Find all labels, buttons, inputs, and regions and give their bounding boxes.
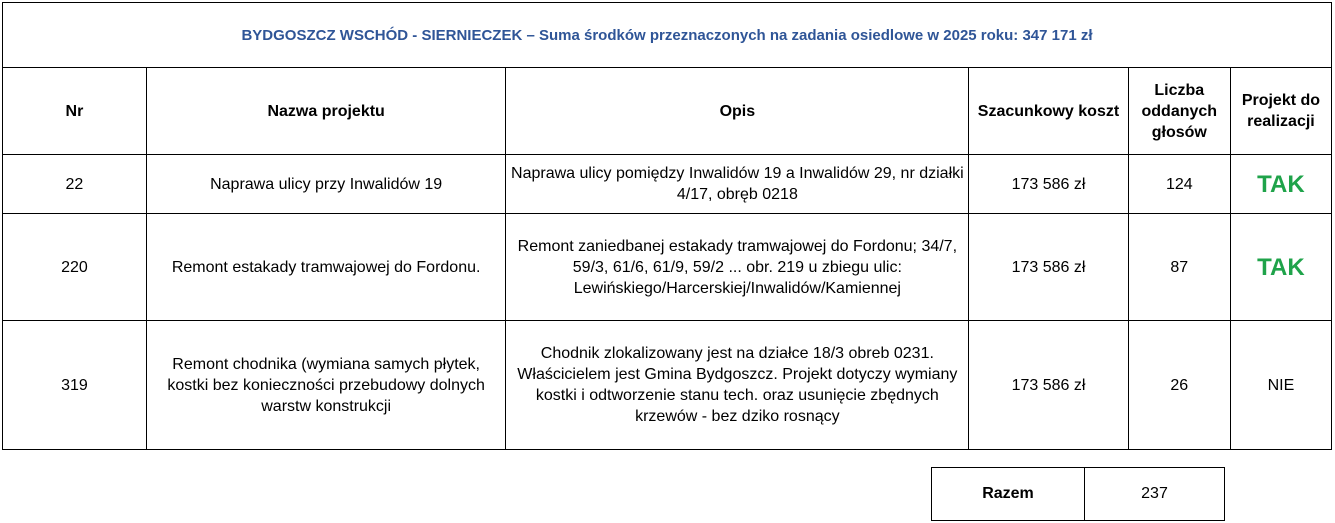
header-nr: Nr xyxy=(3,68,147,155)
total-label: Razem xyxy=(932,468,1085,521)
cell-realize: TAK xyxy=(1230,214,1331,321)
cell-votes: 124 xyxy=(1128,155,1230,214)
projects-table xyxy=(2,67,1332,450)
cell-desc: Naprawa ulicy pomiędzy Inwalidów 19 a Inwalidów 29, nr działki 4/17, obręb 0218 xyxy=(506,155,969,214)
cell-cost: 173 586 zł xyxy=(969,214,1128,321)
table-row xyxy=(3,155,1332,214)
table-row xyxy=(3,321,1332,450)
cell-votes: 87 xyxy=(1128,214,1230,321)
cell-name: Remont chodnika (wymiana samych płytek, kostki bez konieczności przebudowy dolnych warstw konstrukcji xyxy=(146,321,506,450)
total-value: 237 xyxy=(1085,468,1225,521)
cell-nr: 220 xyxy=(3,214,147,321)
table-row xyxy=(3,214,1332,321)
cell-cost: 173 586 zł xyxy=(969,321,1128,450)
table-title: BYDGOSZCZ WSCHÓD - SIERNIECZEK – Suma środków przeznaczonych na zadania osiedlowe w 2025 roku: 347 171 zł xyxy=(2,2,1332,68)
cell-realize: TAK xyxy=(1230,155,1331,214)
cell-name: Remont estakady tramwajowej do Fordonu. xyxy=(146,214,506,321)
total-table xyxy=(931,467,1225,521)
cell-votes: 26 xyxy=(1128,321,1230,450)
cell-name: Naprawa ulicy przy Inwalidów 19 xyxy=(146,155,506,214)
cell-nr: 319 xyxy=(3,321,147,450)
header-name: Nazwa projektu xyxy=(146,68,506,155)
cell-desc: Remont zaniedbanej estakady tramwajowej do Fordonu; 34/7, 59/3, 61/6, 61/9, 59/2 ... obr. 219 u zbiegu ulic: Lewińskiego/Harcerskiej/Inwalidów/Kamiennej xyxy=(506,214,969,321)
header-row xyxy=(3,68,1332,155)
cell-cost: 173 586 zł xyxy=(969,155,1128,214)
header-desc: Opis xyxy=(506,68,969,155)
total-row xyxy=(932,468,1225,521)
header-cost: Szacunkowy koszt xyxy=(969,68,1128,155)
header-realize: Projekt do realizacji xyxy=(1230,68,1331,155)
cell-desc: Chodnik zlokalizowany jest na działce 18/3 obreb 0231. Właścicielem jest Gmina Bydgoszcz. Projekt dotyczy wymiany kostki i odtworzenie stanu tech. oraz usunięcie zbędnych krzewów - bez dziko rosnący xyxy=(506,321,969,450)
header-votes: Liczba oddanych głosów xyxy=(1128,68,1230,155)
cell-nr: 22 xyxy=(3,155,147,214)
cell-realize: NIE xyxy=(1230,321,1331,450)
